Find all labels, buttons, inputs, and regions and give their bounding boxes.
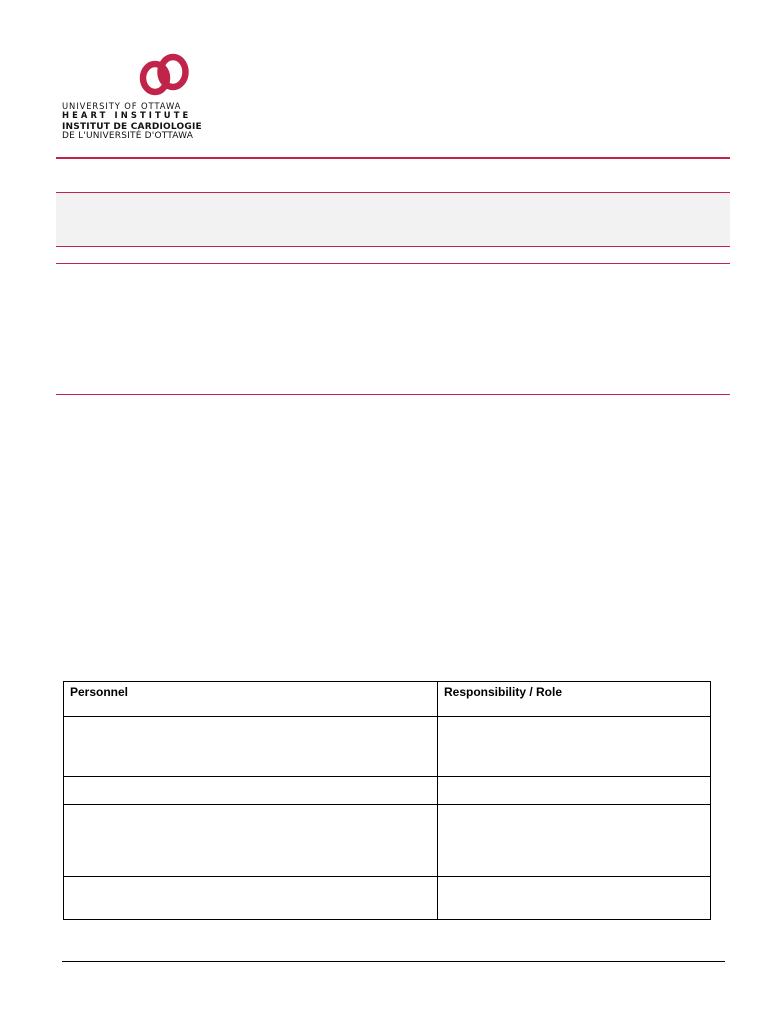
section-divider-bottom [56,394,730,395]
table-row [64,805,711,877]
table-row [64,717,711,777]
heart-institute-logo-icon [138,52,190,98]
logo-line-1: UNIVERSITY OF OTTAWA [62,101,182,111]
table-cell[interactable] [438,717,711,777]
footer-divider [62,961,725,962]
column-header-responsibility: Responsibility / Role [438,682,711,717]
logo-wordmark [62,102,212,142]
table-row [64,877,711,920]
table-cell[interactable] [438,777,711,805]
personnel-table [63,681,711,920]
table-row [64,777,711,805]
logo-line-2: HEART INSTITUTE [62,109,192,120]
table-header-row [64,682,711,717]
title-band [56,192,730,247]
logo-line-3: INSTITUT DE CARDIOLOGIE [62,121,202,132]
column-header-personnel: Personnel [64,682,438,717]
table-cell[interactable] [438,805,711,877]
table-cell[interactable] [64,877,438,920]
table-cell[interactable] [64,777,438,805]
table-cell[interactable] [438,877,711,920]
logo-line-4: DE L'UNIVERSITÉ D'OTTAWA [62,131,194,142]
section-divider-top [56,263,730,264]
table-cell[interactable] [64,717,438,777]
header-divider [56,157,730,159]
table-cell[interactable] [64,805,438,877]
heart-institute-logo [62,52,212,152]
